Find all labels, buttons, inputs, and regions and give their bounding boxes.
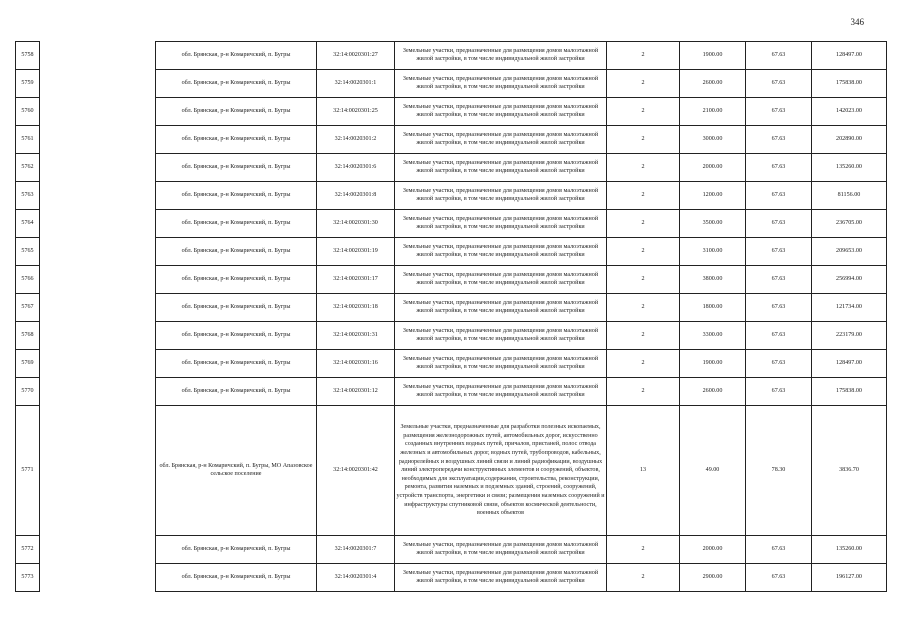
cadastral-number-cell: 32:14:0020301:30 — [317, 210, 395, 238]
address-cell: обл. Брянская, р-н Комаричский, п. Бугры — [156, 182, 317, 210]
address-cell: обл. Брянская, р-н Комаричский, п. Бугры — [156, 322, 317, 350]
table-row — [16, 154, 40, 182]
table-row — [156, 378, 887, 406]
row-number-column — [15, 41, 40, 592]
table-row — [156, 42, 887, 70]
table-row — [16, 406, 40, 536]
table-row — [16, 564, 40, 592]
table-row — [16, 350, 40, 378]
address-cell: обл. Брянская, р-н Комаричский, п. Бугры — [156, 564, 317, 592]
group-cell: 2 — [607, 294, 680, 322]
cadastral-value-cell: 175838.00 — [812, 70, 887, 98]
area-cell: 3800.00 — [680, 266, 746, 294]
address-cell: обл. Брянская, р-н Комаричский, п. Бугры — [156, 238, 317, 266]
cadastral-value-cell: 256994.00 — [812, 266, 887, 294]
cadastral-number-cell: 32:14:0020301:4 — [317, 564, 395, 592]
row-id-cell: 5764 — [16, 210, 40, 238]
cadastral-number-cell: 32:14:0020301:19 — [317, 238, 395, 266]
address-cell: обл. Брянская, р-н Комаричский, п. Бугры — [156, 350, 317, 378]
address-cell: обл. Брянская, р-н Комаричский, п. Бугры — [156, 266, 317, 294]
group-cell: 2 — [607, 210, 680, 238]
table-row — [156, 350, 887, 378]
address-cell: обл. Брянская, р-н Комаричский, п. Бугры — [156, 154, 317, 182]
cadastral-value-cell: 121734.00 — [812, 294, 887, 322]
rate-cell: 67.63 — [746, 266, 812, 294]
land-use-cell: Земельные участки, предназначенные для размещения домов малоэтажной жилой застройки, в том числе индивидуальной жилой застройки — [395, 210, 607, 238]
cadastral-value-cell: 128497.00 — [812, 42, 887, 70]
cadastral-value-cell: 81156.00 — [812, 182, 887, 210]
table-row — [16, 294, 40, 322]
row-id-cell: 5760 — [16, 98, 40, 126]
row-id-cell: 5765 — [16, 238, 40, 266]
cadastral-value-cell: 142023.00 — [812, 98, 887, 126]
rate-cell: 67.63 — [746, 322, 812, 350]
land-use-cell: Земельные участки, предназначенные для размещения домов малоэтажной жилой застройки, в том числе индивидуальной жилой застройки — [395, 564, 607, 592]
group-cell: 13 — [607, 406, 680, 536]
table-row — [16, 70, 40, 98]
cadastral-value-cell: 135260.00 — [812, 536, 887, 564]
group-cell: 2 — [607, 238, 680, 266]
rate-cell: 67.63 — [746, 182, 812, 210]
page-number: 346 — [850, 17, 864, 27]
land-use-cell: Земельные участки, предназначенные для размещения домов малоэтажной жилой застройки, в том числе индивидуальной жилой застройки — [395, 322, 607, 350]
cadastral-number-cell: 32:14:0020301:2 — [317, 126, 395, 154]
address-cell: обл. Брянская, р-н Комаричский, п. Бугры — [156, 210, 317, 238]
rate-cell: 67.63 — [746, 154, 812, 182]
address-cell: обл. Брянская, р-н Комаричский, п. Бугры — [156, 126, 317, 154]
table-row — [16, 322, 40, 350]
land-use-cell: Земельные участки, предназначенные для размещения домов малоэтажной жилой застройки, в том числе индивидуальной жилой застройки — [395, 98, 607, 126]
row-id-cell: 5771 — [16, 406, 40, 536]
rate-cell: 67.63 — [746, 70, 812, 98]
row-id-cell: 5766 — [16, 266, 40, 294]
rate-cell: 67.63 — [746, 536, 812, 564]
row-id-cell: 5763 — [16, 182, 40, 210]
address-cell: обл. Брянская, р-н Комаричский, п. Бугры — [156, 378, 317, 406]
row-id-cell: 5758 — [16, 42, 40, 70]
cadastral-number-cell: 32:14:0020301:25 — [317, 98, 395, 126]
land-use-cell: Земельные участки, предназначенные для размещения домов малоэтажной жилой застройки, в том числе индивидуальной жилой застройки — [395, 536, 607, 564]
row-id-cell: 5759 — [16, 70, 40, 98]
address-cell: обл. Брянская, р-н Комаричский, п. Бугры — [156, 42, 317, 70]
cadastral-number-cell: 32:14:0020301:1 — [317, 70, 395, 98]
land-use-cell: Земельные участки, предназначенные для размещения домов малоэтажной жилой застройки, в том числе индивидуальной жилой застройки — [395, 154, 607, 182]
table-row — [156, 70, 887, 98]
table-row — [156, 406, 887, 536]
area-cell: 3000.00 — [680, 126, 746, 154]
cadastral-number-cell: 32:14:0020301:6 — [317, 154, 395, 182]
cadastral-value-cell: 128497.00 — [812, 350, 887, 378]
cadastral-number-cell: 32:14:0020301:18 — [317, 294, 395, 322]
table-row — [156, 322, 887, 350]
cadastral-table — [155, 41, 887, 592]
cadastral-value-cell: 209653.00 — [812, 238, 887, 266]
group-cell: 2 — [607, 182, 680, 210]
address-cell: обл. Брянская, р-н Комаричский, п. Бугры — [156, 98, 317, 126]
table-row — [156, 266, 887, 294]
table-row — [16, 210, 40, 238]
cadastral-number-cell: 32:14:0020301:8 — [317, 182, 395, 210]
table-row — [16, 378, 40, 406]
land-use-cell: Земельные участки, предназначенные для размещения домов малоэтажной жилой застройки, в том числе индивидуальной жилой застройки — [395, 182, 607, 210]
table-row — [156, 238, 887, 266]
address-cell: обл. Брянская, р-н Комаричский, п. Бугры — [156, 536, 317, 564]
area-cell: 1900.00 — [680, 350, 746, 378]
cadastral-number-cell: 32:14:0020301:17 — [317, 266, 395, 294]
area-cell: 3300.00 — [680, 322, 746, 350]
table-row — [16, 98, 40, 126]
group-cell: 2 — [607, 154, 680, 182]
land-use-cell: Земельные участки, предназначенные для разработки полезных ископаемых, размещения железнодорожных путей, автомобильных дорог, искусственно созданных внутренних водных путей, причалов, пристаней, полос отвода железных и автомобильных дорог, водных путей, трубопроводов, кабельных, радиорелейных и воздушных линий связи и линий радиофикации, воздушных линий электропередачи конструктивных элементов и сооружений, объектов, необходимых для эксплуатации,содержания, строительства, реконструкции, ремонта, развития наземных и подземных зданий, строений, сооружений, устройств транспорта, энергетики и связи; размещения наземных сооружений и инфраструктуры спутниковой связи, объектов космической деятельности, военных объектов — [395, 406, 607, 536]
area-cell: 2100.00 — [680, 98, 746, 126]
cadastral-number-cell: 32:14:0020301:27 — [317, 42, 395, 70]
table-row — [16, 238, 40, 266]
rate-cell: 67.63 — [746, 210, 812, 238]
table-row — [156, 98, 887, 126]
land-use-cell: Земельные участки, предназначенные для размещения домов малоэтажной жилой застройки, в том числе индивидуальной жилой застройки — [395, 350, 607, 378]
table-row — [156, 294, 887, 322]
area-cell: 2600.00 — [680, 378, 746, 406]
row-id-cell: 5769 — [16, 350, 40, 378]
area-cell: 2000.00 — [680, 536, 746, 564]
table-row — [16, 536, 40, 564]
row-id-cell: 5770 — [16, 378, 40, 406]
cadastral-value-cell: 202890.00 — [812, 126, 887, 154]
group-cell: 2 — [607, 266, 680, 294]
group-cell: 2 — [607, 322, 680, 350]
rate-cell: 67.63 — [746, 294, 812, 322]
group-cell: 2 — [607, 70, 680, 98]
group-cell: 2 — [607, 98, 680, 126]
group-cell: 2 — [607, 564, 680, 592]
address-cell: обл. Брянская, р-н Комаричский, п. Бугры — [156, 294, 317, 322]
area-cell: 2600.00 — [680, 70, 746, 98]
area-cell: 1900.00 — [680, 42, 746, 70]
area-cell: 49.00 — [680, 406, 746, 536]
row-id-cell: 5768 — [16, 322, 40, 350]
land-use-cell: Земельные участки, предназначенные для размещения домов малоэтажной жилой застройки, в том числе индивидуальной жилой застройки — [395, 378, 607, 406]
cadastral-value-cell: 223179.00 — [812, 322, 887, 350]
cadastral-number-cell: 32:14:0020301:31 — [317, 322, 395, 350]
row-id-cell: 5762 — [16, 154, 40, 182]
group-cell: 2 — [607, 126, 680, 154]
address-cell: обл. Брянская, р-н Комаричский, п. Бугры, МО Апазовское сельское поселение — [156, 406, 317, 536]
table-row — [156, 536, 887, 564]
area-cell: 2900.00 — [680, 564, 746, 592]
table-row — [16, 182, 40, 210]
table-row — [16, 126, 40, 154]
table-row — [156, 154, 887, 182]
area-cell: 1200.00 — [680, 182, 746, 210]
cadastral-number-cell: 32:14:0020301:7 — [317, 536, 395, 564]
rate-cell: 67.63 — [746, 98, 812, 126]
rate-cell: 78.30 — [746, 406, 812, 536]
area-cell: 2000.00 — [680, 154, 746, 182]
land-use-cell: Земельные участки, предназначенные для размещения домов малоэтажной жилой застройки, в том числе индивидуальной жилой застройки — [395, 70, 607, 98]
area-cell: 3100.00 — [680, 238, 746, 266]
table-row — [156, 182, 887, 210]
group-cell: 2 — [607, 378, 680, 406]
table-row — [156, 126, 887, 154]
cadastral-value-cell: 236705.00 — [812, 210, 887, 238]
land-use-cell: Земельные участки, предназначенные для размещения домов малоэтажной жилой застройки, в том числе индивидуальной жилой застройки — [395, 126, 607, 154]
table-row — [156, 210, 887, 238]
area-cell: 1800.00 — [680, 294, 746, 322]
rate-cell: 67.63 — [746, 42, 812, 70]
land-use-cell: Земельные участки, предназначенные для размещения домов малоэтажной жилой застройки, в том числе индивидуальной жилой застройки — [395, 266, 607, 294]
row-id-cell: 5772 — [16, 536, 40, 564]
land-use-cell: Земельные участки, предназначенные для размещения домов малоэтажной жилой застройки, в том числе индивидуальной жилой застройки — [395, 294, 607, 322]
rate-cell: 67.63 — [746, 564, 812, 592]
row-id-cell: 5767 — [16, 294, 40, 322]
cadastral-value-cell: 196127.00 — [812, 564, 887, 592]
cadastral-number-cell: 32:14:0020301:16 — [317, 350, 395, 378]
group-cell: 2 — [607, 42, 680, 70]
land-use-cell: Земельные участки, предназначенные для размещения домов малоэтажной жилой застройки, в том числе индивидуальной жилой застройки — [395, 238, 607, 266]
land-use-cell: Земельные участки, предназначенные для размещения домов малоэтажной жилой застройки, в том числе индивидуальной жилой застройки — [395, 42, 607, 70]
table-row — [156, 564, 887, 592]
group-cell: 2 — [607, 536, 680, 564]
group-cell: 2 — [607, 350, 680, 378]
table-row — [16, 266, 40, 294]
cadastral-number-cell: 32:14:0020301:12 — [317, 378, 395, 406]
rate-cell: 67.63 — [746, 378, 812, 406]
cadastral-value-cell: 135260.00 — [812, 154, 887, 182]
rate-cell: 67.63 — [746, 126, 812, 154]
cadastral-number-cell: 32:14:0020301:42 — [317, 406, 395, 536]
rate-cell: 67.63 — [746, 238, 812, 266]
cadastral-value-cell: 175838.00 — [812, 378, 887, 406]
cadastral-value-cell: 3836.70 — [812, 406, 887, 536]
row-id-cell: 5773 — [16, 564, 40, 592]
rate-cell: 67.63 — [746, 350, 812, 378]
area-cell: 3500.00 — [680, 210, 746, 238]
table-row — [16, 42, 40, 70]
row-id-cell: 5761 — [16, 126, 40, 154]
address-cell: обл. Брянская, р-н Комаричский, п. Бугры — [156, 70, 317, 98]
